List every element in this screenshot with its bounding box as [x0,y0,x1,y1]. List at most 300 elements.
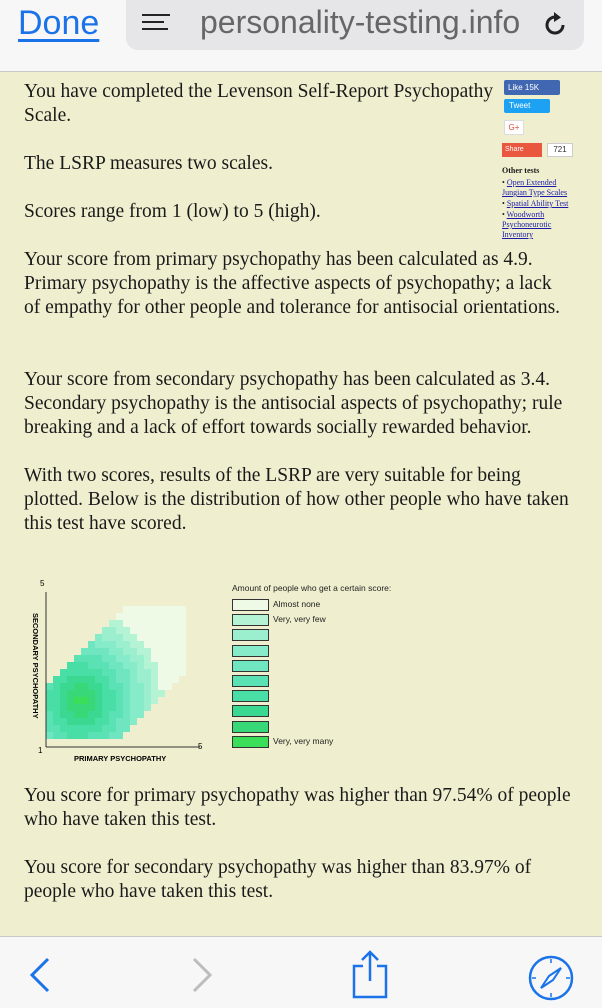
legend-swatch [232,721,269,733]
heatmap-cell [144,627,151,634]
heatmap-cell [165,683,172,690]
heatmap-cell [109,620,116,627]
legend-swatch [232,705,269,717]
heatmap-cell [53,718,60,725]
heatmap-cell [165,676,172,683]
heatmap-cell [130,613,137,620]
heatmap-cell [102,690,109,697]
heatmap-cell [102,662,109,669]
heatmap-cell [179,655,186,662]
heatmap-cell [116,697,123,704]
heatmap-cell [109,655,116,662]
heatmap-cell [67,732,74,739]
legend-swatch [232,675,269,687]
heatmap-cell [137,711,144,718]
heatmap-cell [74,676,81,683]
heatmap-cell [95,641,102,648]
heatmap-cell [74,662,81,669]
heatmap-cell [151,690,158,697]
heatmap-cell [67,669,74,676]
legend-label: Very, very many [273,735,334,746]
heatmap-cell [67,683,74,690]
other-test-link[interactable]: Woodworth Psychoneurotic Inventory [502,210,552,239]
heatmap-cell [67,676,74,683]
heatmap-cell [109,641,116,648]
heatmap-cell [60,711,67,718]
other-test-item: • Open Extended Jungian Type Scales [502,178,568,197]
heatmap-cell [130,620,137,627]
heatmap-cell [123,725,130,732]
heatmap-cell [151,613,158,620]
heatmap-cell [60,725,67,732]
heatmap-cell [88,669,95,676]
heatmap-cell [109,676,116,683]
heatmap-cell [67,690,74,697]
heatmap-cell [123,634,130,641]
heatmap-cell [123,711,130,718]
reader-view-icon[interactable] [142,14,170,36]
heatmap-cell [102,704,109,711]
heatmap-cell [144,613,151,620]
y-tick-label: 1 [38,746,43,755]
heatmap-cell [123,704,130,711]
heatmap-cell [172,606,179,613]
heatmap-cell [81,697,88,704]
heatmap-cell [88,683,95,690]
heatmap-cell [116,648,123,655]
heatmap-cell [46,690,53,697]
heatmap-cell [116,669,123,676]
heatmap-cell [158,620,165,627]
heatmap-cell [172,634,179,641]
x-tick-label: 5 [198,742,203,751]
heatmap-cell [123,613,130,620]
heatmap-cell [165,648,172,655]
tweet-button[interactable]: Tweet [504,99,550,113]
heatmap-cell [74,655,81,662]
heatmap-cell [158,641,165,648]
heatmap-cell [172,662,179,669]
heatmap-cell [130,627,137,634]
heatmap-cell [109,725,116,732]
heatmap-cell [81,690,88,697]
heatmap-cell [88,662,95,669]
heatmap-cell [109,634,116,641]
heatmap-cell [172,655,179,662]
heatmap-cell [137,683,144,690]
heatmap-cell [179,648,186,655]
browser-top-bar [0,0,602,72]
heatmap-cell [81,718,88,725]
heatmap-cell [46,704,53,711]
heatmap-cell [102,711,109,718]
heatmap-cell [88,676,95,683]
x-axis-label: PRIMARY PSYCHOPATHY [74,754,167,763]
heatmap-cell [102,634,109,641]
heatmap-cell [109,627,116,634]
heatmap-cell [102,627,109,634]
primary-percentile-text: You score for primary psychopathy was higher than 97.54% of people who have taken this test. [24,785,571,830]
heatmap-cell [116,711,123,718]
chevron-right-icon[interactable] [188,957,214,993]
legend-swatch [232,629,269,641]
heatmap-cell [74,697,81,704]
heatmap-cell [137,704,144,711]
heatmap-cell [172,648,179,655]
heatmap-cell [130,676,137,683]
range-text: Scores range from 1 (low) to 5 (high). [24,201,321,222]
legend-label: Almost none [273,599,321,609]
chevron-left-icon[interactable] [28,957,54,993]
heatmap-cell [123,690,130,697]
heatmap-cell [123,697,130,704]
heatmap-cell [151,662,158,669]
heatmap-cell [151,627,158,634]
heatmap-cell [60,690,67,697]
url-text[interactable]: personality-testing.info [200,4,521,40]
heatmap-cell [95,697,102,704]
heatmap-cell [109,732,116,739]
heatmap-cell [179,613,186,620]
heatmap-cell [130,662,137,669]
legend-swatch [232,690,269,702]
heatmap-cell [67,697,74,704]
heatmap-cell [102,669,109,676]
heatmap-cell [158,627,165,634]
heatmap-cell [60,669,67,676]
heatmap-cell [130,711,137,718]
other-test-item: • Woodworth Psychoneurotic Inventory [502,210,552,239]
browser-bottom-toolbar [0,936,602,1008]
y-axis-label: SECONDARY PSYCHOPATHY [31,613,40,719]
heatmap-cell [172,627,179,634]
heatmap-cell [144,669,151,676]
heatmap-cell [88,648,95,655]
heatmap-cell [144,634,151,641]
completion-text: You have completed the Levenson Self-Report Psychopathy Scale. [24,81,494,126]
heatmap-cell [53,704,60,711]
heatmap-cell [67,725,74,732]
heatmap-cell [95,676,102,683]
heatmap-cell [123,669,130,676]
heatmap-cell [130,669,137,676]
heatmap-cell [95,669,102,676]
reload-icon[interactable] [540,10,570,40]
heatmap-cell [151,669,158,676]
heatmap-cell [179,606,186,613]
heatmap-cell [88,697,95,704]
heatmap-cell [81,655,88,662]
heatmap-cell [179,634,186,641]
heatmap-cell [53,676,60,683]
heatmap-cell [116,641,123,648]
heatmap-cell [53,711,60,718]
done-button[interactable]: Done [18,4,100,42]
heatmap-cell [130,634,137,641]
heatmap-cell [123,718,130,725]
heatmap-cell [137,669,144,676]
heatmap-cell [123,641,130,648]
heatmap-cell [60,676,67,683]
heatmap-cell [151,641,158,648]
heatmap-cell [102,725,109,732]
heatmap-cell [60,718,67,725]
facebook-like-button[interactable]: Like 15K [504,80,560,95]
heatmap-cell [95,704,102,711]
other-test-link[interactable]: Spatial Ability Test [506,199,569,208]
heatmap-cell [109,669,116,676]
heatmap-cell [116,613,123,620]
other-tests-title: Other tests [502,166,540,175]
heatmap-cell [151,697,158,704]
heatmap-cell [158,655,165,662]
heatmap-cell [109,690,116,697]
heatmap-cell [151,676,158,683]
heatmap-cell [123,655,130,662]
heatmap-cell [165,627,172,634]
legend-swatch [232,736,269,748]
heatmap-cell [179,662,186,669]
heatmap-cell [172,676,179,683]
heatmap-cell [95,655,102,662]
other-test-link[interactable]: Open Extended Jungian Type Scales [502,178,568,197]
heatmap-cell [67,662,74,669]
heatmap-cell [74,704,81,711]
heatmap-cell [130,648,137,655]
heatmap-cell [137,697,144,704]
heatmap-cell [102,641,109,648]
heatmap-cell [95,662,102,669]
heatmap-cell [88,718,95,725]
heatmap-cell [179,627,186,634]
heatmap-cell [137,662,144,669]
heatmap-cell [53,725,60,732]
heatmap-cell [165,606,172,613]
heatmap-cell [144,683,151,690]
heatmap-cell [102,732,109,739]
heatmap-cell [67,711,74,718]
heatmap-cell [81,676,88,683]
heatmap-cell [144,641,151,648]
heatmap-cell [116,732,123,739]
heatmap-cell [144,620,151,627]
heatmap-cell [137,627,144,634]
heatmap-cell [123,627,130,634]
heatmap-cell [53,732,60,739]
heatmap-cell [95,711,102,718]
heatmap-cell [109,718,116,725]
heatmap-cell [158,662,165,669]
heatmap-cell [151,683,158,690]
heatmap-cell [60,732,67,739]
heatmap-cell [109,662,116,669]
heatmap-cell [109,648,116,655]
heatmap-cell [116,718,123,725]
heatmap-cell [116,655,123,662]
heatmap-cell [172,613,179,620]
scales-text: The LSRP measures two scales. [24,153,273,174]
heatmap-cell [53,697,60,704]
heatmap-cell [95,648,102,655]
heatmap-cell [165,655,172,662]
heatmap-cell [130,697,137,704]
heatmap-cell [95,683,102,690]
heatmap-cell [158,648,165,655]
heatmap-cell [88,690,95,697]
heatmap-cell [137,634,144,641]
heatmap-cell [137,613,144,620]
heatmap-cell [137,648,144,655]
heatmap-cell [74,732,81,739]
heatmap-cell [95,634,102,641]
legend-swatch [232,645,269,657]
heatmap-cell [151,606,158,613]
heatmap-cell [88,641,95,648]
legend-swatch [232,599,269,611]
heatmap-cell [158,634,165,641]
share-button[interactable]: Share [502,143,542,157]
heatmap-cell [144,697,151,704]
heatmap-cell [144,690,151,697]
heatmap-cell [130,718,137,725]
heatmap-cell [151,620,158,627]
heatmap-cell [116,627,123,634]
heatmap-cell [158,669,165,676]
heatmap-cell [144,648,151,655]
heatmap-cell [165,620,172,627]
heatmap-cell [137,620,144,627]
heatmap-cell [137,606,144,613]
heatmap-cell [130,655,137,662]
heatmap-cell [165,662,172,669]
heatmap-cell [74,718,81,725]
heatmap-cell [123,676,130,683]
heatmap-cell [81,711,88,718]
heatmap-cell [116,704,123,711]
heatmap-cell [109,697,116,704]
heatmap-cell [165,641,172,648]
heatmap-cell [116,676,123,683]
heatmap-cell [123,606,130,613]
heatmap-cell [116,725,123,732]
heatmap-cell [109,704,116,711]
heatmap-cell [158,676,165,683]
heatmap-cell [130,641,137,648]
heatmap-cell [151,648,158,655]
heatmap-cell [88,655,95,662]
heatmap-cell [116,690,123,697]
heatmap-cell [60,683,67,690]
heatmap-cell [179,620,186,627]
heatmap-cell [130,690,137,697]
heatmap-cell [81,732,88,739]
heatmap-cell [158,683,165,690]
heatmap-cell [88,725,95,732]
heatmap-cell [123,683,130,690]
heatmap-cell [95,732,102,739]
heatmap-cell [137,690,144,697]
heatmap-cell [46,711,53,718]
heatmap-cell [123,648,130,655]
heatmap-cell [53,690,60,697]
heatmap-cell [53,683,60,690]
legend-swatch [232,614,269,626]
share-icon[interactable] [350,949,390,1001]
heatmap-cell [81,725,88,732]
heatmap-cell [158,613,165,620]
heatmap-cell [165,613,172,620]
secondary-percentile-text: You score for secondary psychopathy was higher than 83.97% of people who have taken this test. [24,857,532,902]
heatmap-cell [123,620,130,627]
heatmap-cell [95,690,102,697]
google-plus-button[interactable]: G+ [504,120,524,135]
heatmap-cell [144,704,151,711]
heatmap-cell [95,725,102,732]
heatmap-cell [116,662,123,669]
address-bar[interactable] [126,0,584,50]
plot-intro-text: With two scores, results of the LSRP are very suitable for being plotted. Below is the distribution of how other people who have taken this test have scored. [24,465,569,534]
compass-icon[interactable] [528,955,574,1001]
primary-score-text: Your score from primary psychopathy has been calculated as 4.9. Primary psychopathy is the affective aspects of psychopathy; a lack of empathy for other people and tolerance for antisocial orientations. [24,249,561,318]
heatmap-cell [158,606,165,613]
heatmap-cell [137,676,144,683]
heatmap-cell [109,711,116,718]
score-distribution-chart [26,575,216,770]
heatmap-cell [165,669,172,676]
heatmap-cell [74,711,81,718]
heatmap-cell [81,669,88,676]
other-test-item: • Spatial Ability Test [502,199,569,208]
heatmap-cell [102,718,109,725]
heatmap-cell [116,634,123,641]
heatmap-cell [88,732,95,739]
heatmap-cell [102,648,109,655]
heatmap-cell [130,606,137,613]
heatmap-cell [109,683,116,690]
heatmap-cell [123,662,130,669]
heatmap-cell [172,620,179,627]
heatmap-cell [46,725,53,732]
other-tests [502,166,578,241]
heatmap-cell [130,683,137,690]
heatmap-cell [144,655,151,662]
heatmap-cell [137,655,144,662]
heatmap-cell [46,732,53,739]
heatmap-cell [144,662,151,669]
legend-title: Amount of people who get a certain score: [232,583,392,593]
heatmap-cell [46,697,53,704]
heatmap-cell [116,620,123,627]
heatmap-cell [46,683,53,690]
y-tick-label: 5 [40,579,45,588]
heatmap-cell [179,641,186,648]
heatmap-cell [60,697,67,704]
heatmap-cell [81,662,88,669]
heatmap-cell [116,683,123,690]
heatmap-cell [172,641,179,648]
heatmap-cell [102,655,109,662]
heatmap-cell [144,676,151,683]
heatmap-cells [46,606,186,739]
heatmap-cell [81,704,88,711]
heatmap-cell [81,648,88,655]
heatmap-cell [67,718,74,725]
legend-label: Very, very few [273,614,326,625]
heatmap-cell [88,711,95,718]
heatmap-cell [88,704,95,711]
heatmap-cell [172,669,179,676]
heatmap-cell [74,690,81,697]
